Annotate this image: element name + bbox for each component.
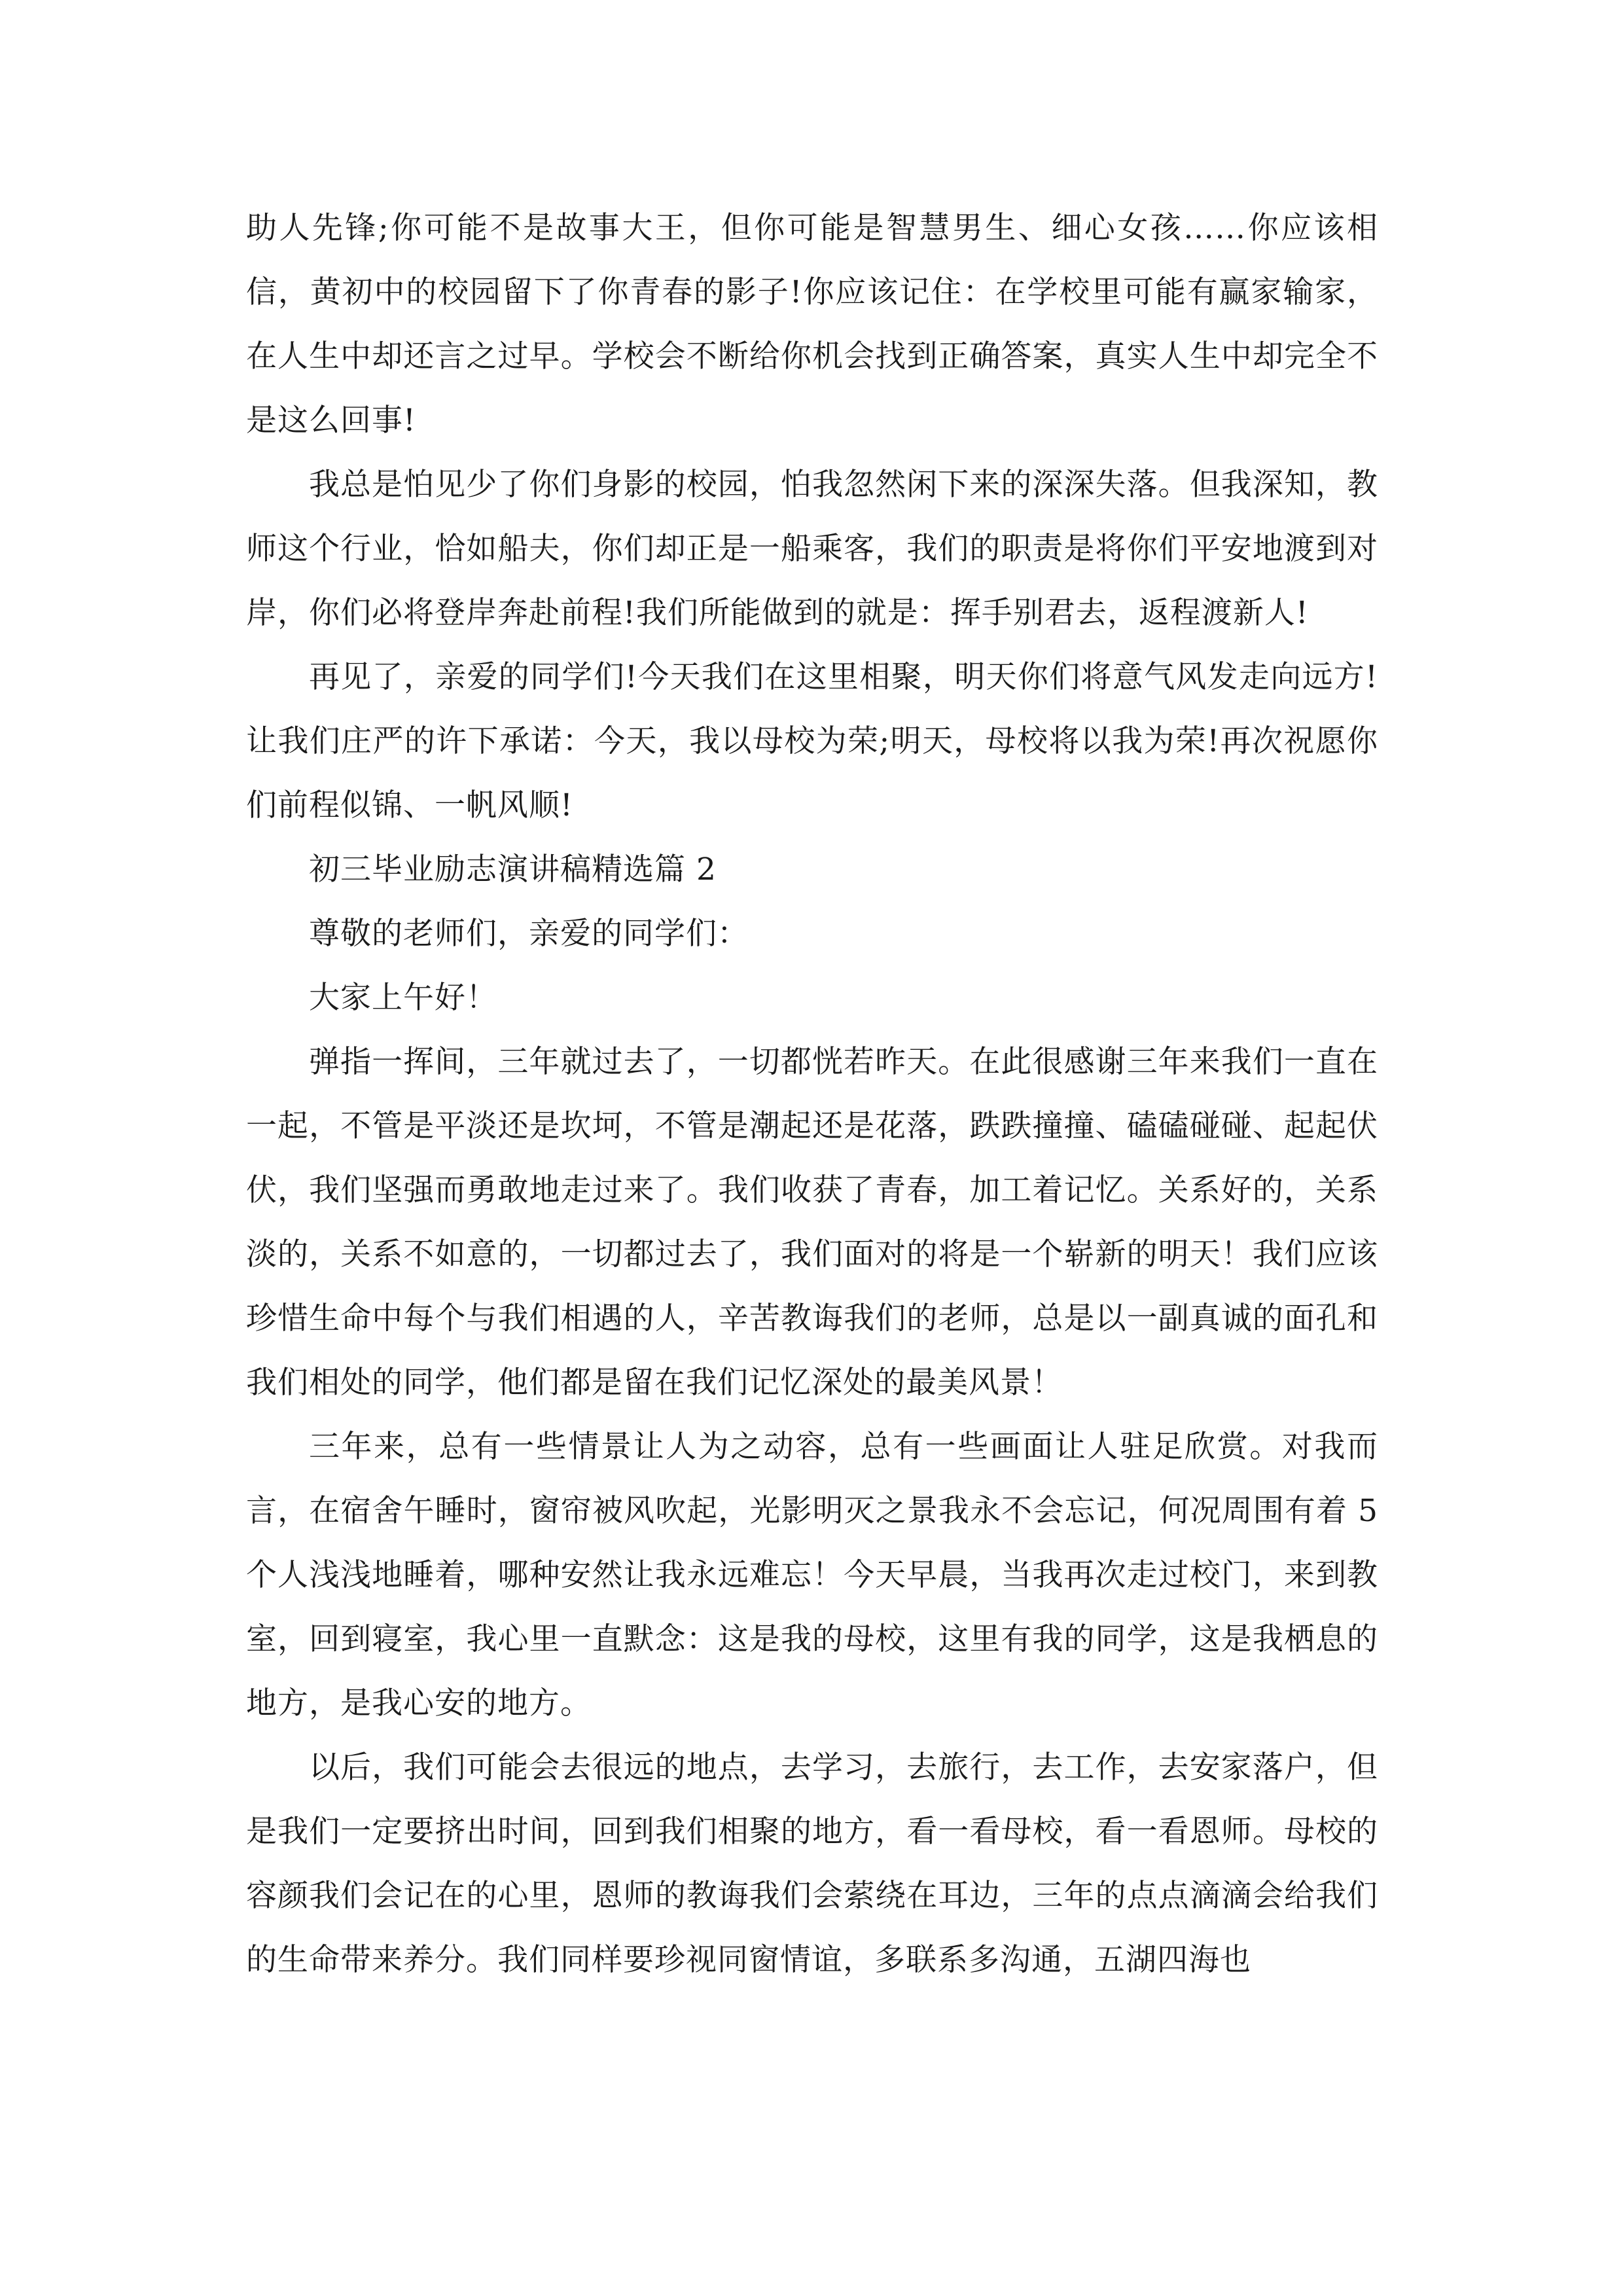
paragraph-teacher-reflection: 我总是怕见少了你们身影的校园，怕我忽然闲下来的深深失落。但我深知，教师这个行业，恰如船夫，你们却正是一船乘客，我们的职责是将你们平安地渡到对岸，你们必将登岸奔赴前程!我们所能做到的就是：挥手别君去，返程渡新人! bbox=[246, 467, 1378, 631]
greeting: 大家上午好！ bbox=[309, 980, 497, 1016]
salutation: 尊敬的老师们，亲爱的同学们： bbox=[309, 916, 749, 952]
paragraph-continuation: 助人先锋;你可能不是故事大王，但你可能是智慧男生、细心女孩……你应该相信，黄初中的校园留下了你青春的影子!你应该记住：在学校里可能有赢家输家，在人生中却还言之过早。学校会不断给你机会找到正确答案，真实人生中却完全不是这么回事! bbox=[246, 210, 1378, 439]
paragraph-future: 以后，我们可能会去很远的地点，去学习，去旅行，去工作，去安家落户，但是我们一定要挤出时间，回到我们相聚的地方，看一看母校，看一看恩师。母校的容颜我们会记在的心里，恩师的教诲我们会萦绕在耳边，三年的点点滴滴会给我们的生命带来养分。我们同样要珍视同窗情谊，多联系多沟通，五湖四海也 bbox=[246, 1749, 1378, 1978]
document-body bbox=[246, 196, 1378, 1992]
paragraph-farewell: 再见了，亲爱的同学们!今天我们在这里相聚，明天你们将意气风发走向远方!让我们庄严的许下承诺：今天，我以母校为荣;明天，母校将以我为荣!再次祝愿你们前程似锦、一帆风顺! bbox=[246, 659, 1378, 823]
section-title: 初三毕业励志演讲稿精选篇 2 bbox=[309, 852, 717, 888]
paragraph-memories: 三年来，总有一些情景让人为之动容，总有一些画面让人驻足欣赏。对我而言，在宿舍午睡时，窗帘被风吹起，光影明灭之景我永不会忘记，何况周围有着 5 个人浅浅地睡着，哪种安然让我永远难忘！今天早晨，当我再次走过校门，来到教室，回到寝室，我心里一直默念：这是我的母校，这里有我的同学，这是我栖息的地方，是我心安的地方。 bbox=[246, 1429, 1378, 1721]
paragraph-three-years: 弹指一挥间，三年就过去了，一切都恍若昨天。在此很感谢三年来我们一直在一起，不管是平淡还是坎坷，不管是潮起还是花落，跌跌撞撞、磕磕碰碰、起起伏伏，我们坚强而勇敢地走过来了。我们收获了青春，加工着记忆。关系好的，关系淡的，关系不如意的，一切都过去了，我们面对的将是一个崭新的明天！我们应该珍惜生命中每个与我们相遇的人，辛苦教诲我们的老师，总是以一副真诚的面孔和我们相处的同学，他们都是留在我们记忆深处的最美风景！ bbox=[246, 1044, 1378, 1401]
